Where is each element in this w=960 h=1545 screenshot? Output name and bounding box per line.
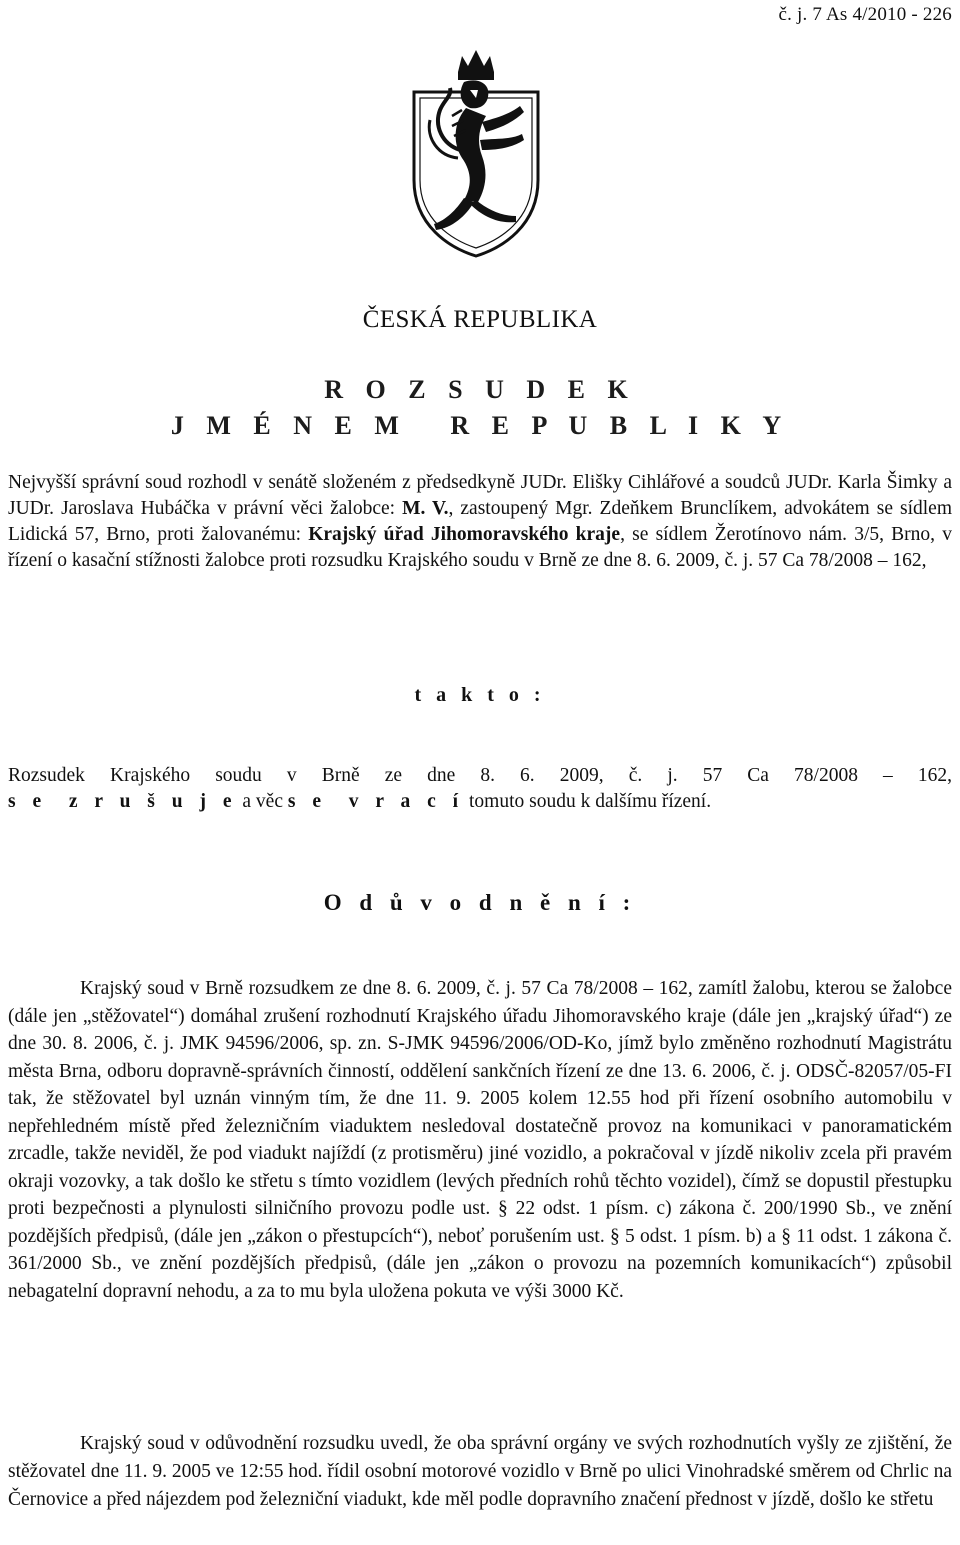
reasoning-heading: O d ů v o d n ě n í : <box>323 890 637 915</box>
verdict-heading <box>0 372 960 444</box>
annul-keyword: s e z r u š u j e <box>8 791 238 812</box>
takto-heading: t a k t o : <box>414 684 546 706</box>
decision-mid-text: a věc <box>237 791 288 812</box>
intro-paragraph <box>8 470 952 574</box>
reasoning-paragraph-2: Krajský soud v odůvodnění rozsudku uvedl, že oba správní orgány ve svých rozhodnutích vyšly ze zjištění, že stěžovatel dne 11. 9. 2005 ve 12:55 hod. řídil osobní motorové vozidlo v Brně po ulici Vinohradské směrem od Chrlic na Černovice a před nájezdem pod železniční viadukt, kde měl podle dopravního značení přednost v jízdě, došlo ke střetu <box>8 1433 952 1510</box>
country-heading: ČESKÁ REPUBLIKA <box>362 306 598 333</box>
intro-text-2: , zastoupený Mgr. Zdeňkem Brunclíkem, advokátem se sídlem Lidická 57, Brno, proti žalovanému: <box>8 498 952 545</box>
verdict-heading-line2: J M É N E M R E P U B L I K Y <box>170 411 790 440</box>
reasoning-paragraph-1: Krajský soud v Brně rozsudkem ze dne 8. 6. 2009, č. j. 57 Ca 78/2008 – 162, zamítl žalobu, kterou se žalobce (dále jen „stěžovatel“) domáhal zrušení rozhodnutí Krajského úřadu Jihomoravského kraje (dále jen „krajský úřad“) ze dne 30. 8. 2006, č. j. JMK 94596/2006, sp. zn. S-JMK 94596/2006/OD-Ko, jímž bylo změněno rozhodnutí Magistrátu města Brna, odboru dopravně-správních činností, oddělení sankčních řízení ze dne 13. 6. 2006, č. j. ODSČ-82057/05-FI tak, že stěžovatel byl uznán vinným tím, že dne 11. 9. 2005 kolem 12.55 hod při řízení osobního automobilu v nepřehledném místě před železničním viaduktem nesledoval dostatečně provoz na komunikaci v panoramatickém zrcadle, takže neviděl, že pod viadukt najíždí (z protisměru) jiné vozidlo, a pokračoval v jízdě nikoliv zcela při pravém okraji vozovky, a tak došlo ke střetu s tímto vozidlem (levých předních rohů těchto vozidel), čímž se dopustil přestupku proti bezpečnosti a plynulosti silničního provozu podle ust. § 22 odst. 1 písm. c) zákona č. 200/1990 Sb., ve znění pozdějších předpisů, (dále jen „zákon o přestupcích“), neboť porušením ust. § 5 odst. 1 písm. b) a § 11 odst. 1 zákona č. 361/2000 Sb., ve znění pozdějších předpisů, (dále jen „zákon o provozu na pozemních komunikacích“) způsobil nebagatelní dopravní nehodu, a za to mu byla uložena pokuta ve výši 3000 Kč. <box>8 978 952 1302</box>
decision-paragraph <box>8 763 952 815</box>
intro-text-1: Nejvyšší správní soud rozhodl v senátě složeném z předsedkyně JUDr. Elišky Cihlářové a soudců JUDr. Karla Šimky a JUDr. Jaroslava Hubáčka v právní věci žalobce: <box>8 472 952 519</box>
decision-tail-text: tomuto soudu k dalšímu řízení. <box>464 791 712 812</box>
defendant-name: Krajský úřad Jihomoravského kraje <box>308 524 621 545</box>
verdict-heading-line1: R O Z S U D E K <box>324 375 636 404</box>
decision-line-1: Rozsudek Krajského soudu v Brně ze dne 8. 6. 2009, č. j. 57 Ca 78/2008 – 162, <box>8 765 952 786</box>
return-keyword: s e v r a c í <box>287 791 465 812</box>
case-reference: č. j. 7 As 4/2010 - 226 <box>778 4 952 25</box>
czech-lion-coat-of-arms-icon <box>406 30 546 260</box>
plaintiff-name: M. V. <box>402 498 449 519</box>
intro-text-3: , se sídlem Žerotínovo nám. 3/5, Brno, v řízení o kasační stížnosti žalobce proti rozsudku Krajského soudu v Brně ze dne 8. 6. 2009, č. j. 57 Ca 78/2008 – 162, <box>8 524 952 571</box>
